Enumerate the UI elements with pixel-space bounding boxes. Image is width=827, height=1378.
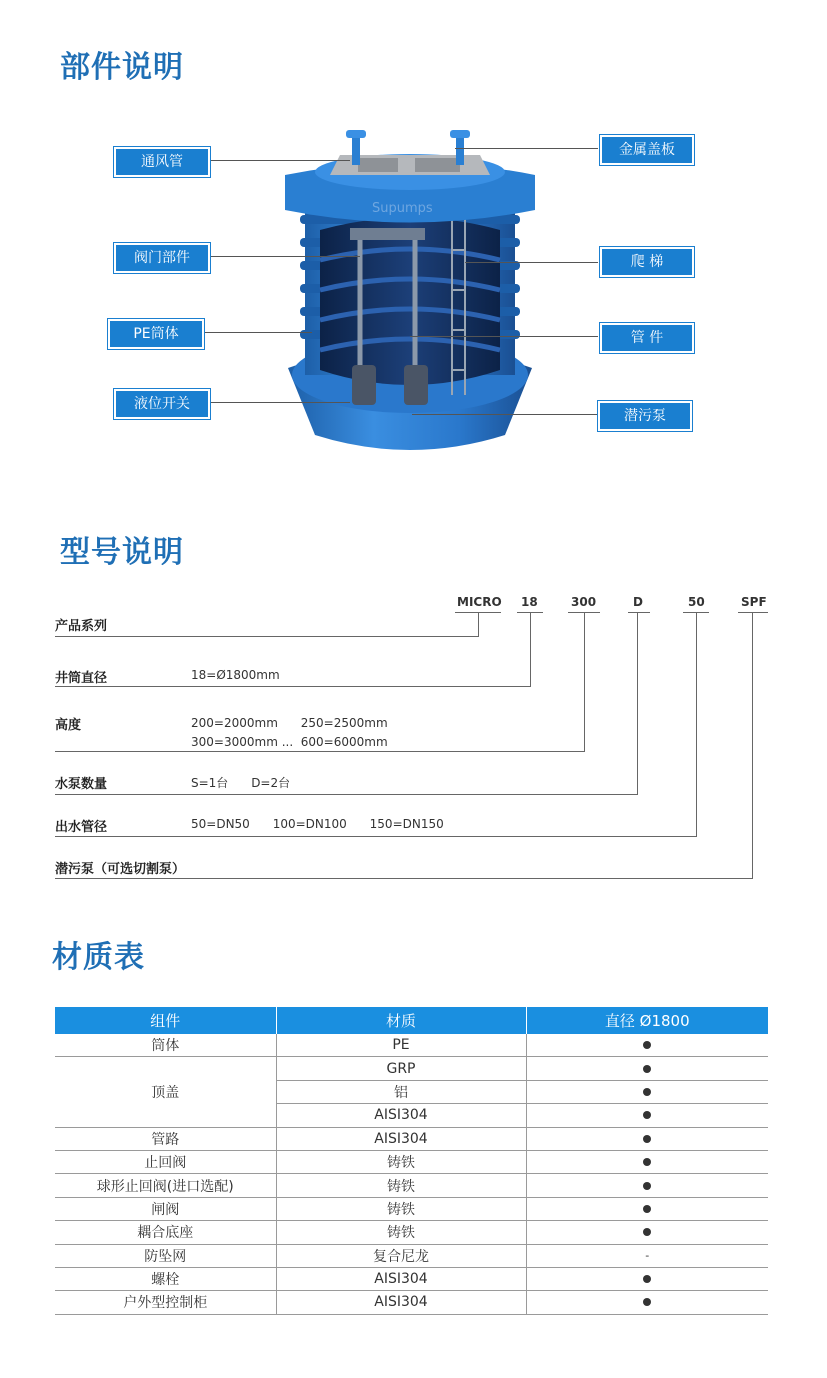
leader-line-cover: [455, 148, 598, 149]
callout-valve-parts: 阀门部件: [114, 243, 210, 273]
material-section-title: 材质表: [52, 940, 145, 975]
model-label-series: 产品系列: [55, 619, 108, 634]
cell-mark: [526, 1174, 768, 1197]
callout-metal-cover: 金属盖板: [600, 135, 694, 165]
cell-material: AISI304: [276, 1267, 526, 1290]
model-line-series: [55, 636, 479, 637]
brand-text: Supumps: [372, 201, 433, 216]
model-line-outlet: [55, 836, 697, 837]
header-component: 组件: [55, 1007, 276, 1034]
vline-micro: [478, 612, 479, 636]
cell-mark: -: [526, 1244, 768, 1267]
table-row: [55, 1221, 768, 1244]
cell-mark: [526, 1267, 768, 1290]
model-line-diameter: [55, 686, 531, 687]
cell-mark: [526, 1221, 768, 1244]
cell-component: 耦合底座: [55, 1221, 276, 1244]
availability-dot-icon: [643, 1111, 651, 1119]
leader-line-valve: [208, 256, 360, 257]
availability-dot-icon: [643, 1041, 651, 1049]
model-label-diameter: 井筒直径: [55, 671, 108, 686]
availability-dot-icon: [643, 1205, 651, 1213]
availability-dot-icon: [643, 1065, 651, 1073]
cell-component: 顶盖: [55, 1057, 276, 1127]
availability-dot-icon: [643, 1135, 651, 1143]
cell-component: 闸阀: [55, 1197, 276, 1220]
cell-material: 铸铁: [276, 1221, 526, 1244]
leader-line-pump: [412, 414, 598, 415]
availability-dot-icon: [643, 1158, 651, 1166]
table-row: [55, 1057, 768, 1080]
cell-component: 筒体: [55, 1034, 276, 1057]
model-line-height: [55, 751, 585, 752]
cell-mark: [526, 1150, 768, 1173]
cell-material: GRP: [276, 1057, 526, 1080]
model-label-height: 高度: [55, 718, 82, 733]
cell-mark: [526, 1080, 768, 1103]
availability-dot-icon: [643, 1228, 651, 1236]
callout-ladder: 爬 梯: [600, 247, 694, 277]
code-pump-count: D: [633, 595, 643, 609]
cell-material: 铸铁: [276, 1150, 526, 1173]
cell-material: AISI304: [276, 1127, 526, 1150]
cell-material: 铸铁: [276, 1197, 526, 1220]
cell-component: 户外型控制柜: [55, 1291, 276, 1314]
model-label-outlet: 出水管径: [55, 820, 108, 835]
model-desc-outlet: 50=DN50 100=DN100 150=DN150: [191, 817, 444, 831]
cell-material: PE: [276, 1034, 526, 1057]
code-micro: MICRO: [457, 595, 502, 609]
model-desc-height: 200=2000mm 250=2500mm 300=3000mm ... 600=6000mm: [191, 716, 388, 749]
leader-line-vent: [208, 160, 350, 161]
code-underline-pump-count: [628, 612, 650, 613]
model-section-title: 型号说明: [60, 535, 184, 570]
leader-line-ladder: [465, 262, 598, 263]
leader-line-level: [208, 402, 350, 403]
table-row: [55, 1127, 768, 1150]
vline-outlet: [696, 612, 697, 836]
model-line-spf: [55, 878, 753, 879]
leader-line-fittings: [410, 336, 598, 337]
model-label-pump-count: 水泵数量: [55, 777, 108, 792]
code-outlet: 50: [688, 595, 705, 609]
cell-material: AISI304: [276, 1104, 526, 1127]
parts-section-title: 部件说明: [60, 50, 184, 85]
cell-mark: [526, 1127, 768, 1150]
callout-pe-body: PE筒体: [108, 319, 204, 349]
cell-mark: [526, 1197, 768, 1220]
material-table-header: [55, 1007, 768, 1034]
availability-dot-icon: [643, 1182, 651, 1190]
vline-spf: [752, 612, 753, 878]
availability-dot-icon: [643, 1275, 651, 1283]
table-row: [55, 1244, 768, 1267]
material-table: [55, 1007, 768, 1315]
code-diameter: 18: [521, 595, 538, 609]
cell-component: 球形止回阀(进口选配): [55, 1174, 276, 1197]
header-diameter: 直径 Ø1800: [526, 1007, 768, 1034]
cell-mark: [526, 1057, 768, 1080]
callout-vent-pipe: 通风管: [114, 147, 210, 177]
cell-mark: [526, 1104, 768, 1127]
code-height: 300: [571, 595, 597, 609]
cell-component: 螺栓: [55, 1267, 276, 1290]
model-label-spf: 潜污泵（可选切割泵）: [55, 862, 186, 877]
table-row: [55, 1291, 768, 1314]
cell-material: 铸铁: [276, 1174, 526, 1197]
header-material: 材质: [276, 1007, 526, 1034]
model-line-pump-count: [55, 794, 638, 795]
callout-sewage-pump: 潜污泵: [598, 401, 692, 431]
cell-material: 复合尼龙: [276, 1244, 526, 1267]
code-spf: SPF: [741, 595, 767, 609]
vline-pump-count: [637, 612, 638, 794]
callout-fittings: 管 件: [600, 323, 694, 353]
vline-height: [584, 612, 585, 751]
table-row: [55, 1034, 768, 1057]
cell-mark: [526, 1034, 768, 1057]
vline-diameter: [530, 612, 531, 686]
availability-dot-icon: [643, 1298, 651, 1306]
callout-level-switch: 液位开关: [114, 389, 210, 419]
table-row: [55, 1267, 768, 1290]
table-row: [55, 1150, 768, 1173]
code-underline-spf: [738, 612, 768, 613]
model-desc-diameter: 18=Ø1800mm: [191, 668, 280, 682]
cell-material: 铝: [276, 1080, 526, 1103]
cell-material: AISI304: [276, 1291, 526, 1314]
leader-line-pe: [202, 332, 312, 333]
cell-component: 止回阀: [55, 1150, 276, 1173]
model-desc-pump-count: S=1台 D=2台: [191, 776, 291, 790]
availability-dot-icon: [643, 1088, 651, 1096]
table-row: [55, 1174, 768, 1197]
cell-mark: [526, 1291, 768, 1314]
cell-component: 防坠网: [55, 1244, 276, 1267]
cell-component: 管路: [55, 1127, 276, 1150]
table-row: [55, 1197, 768, 1220]
